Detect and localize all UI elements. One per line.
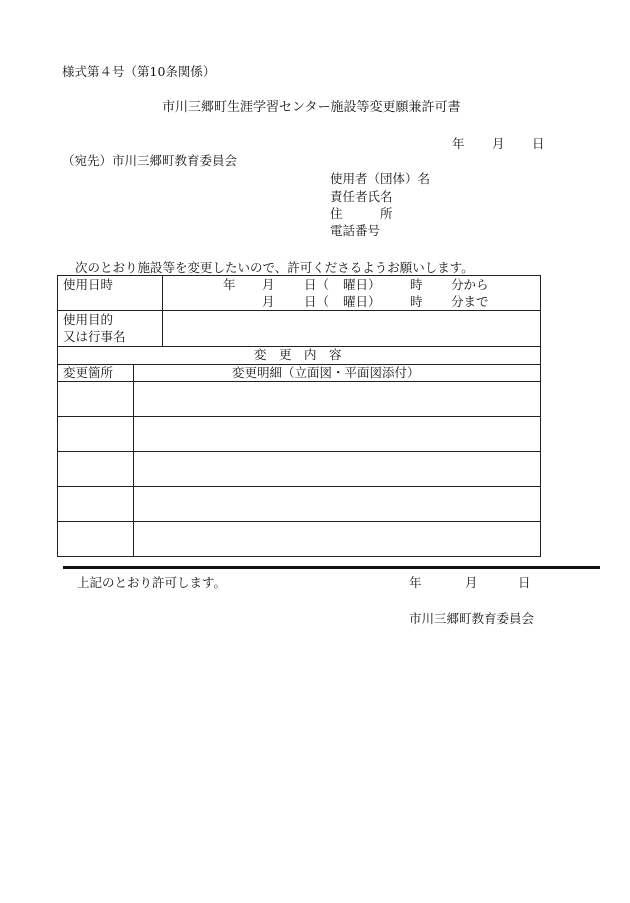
change-place-header: 変更箇所 [63, 365, 114, 380]
responsible-person-label: 責任者氏名 [330, 189, 393, 204]
approval-year-label: 年 [409, 575, 422, 590]
row1-weekday: 曜日） [343, 277, 381, 292]
approval-text: 上記のとおり許可します。 [77, 575, 227, 590]
change-detail-header: 変更明細（立面図・平面図添付） [232, 365, 420, 380]
table-line [58, 451, 540, 452]
table-line [133, 364, 134, 556]
use-datetime-label: 使用日時 [63, 277, 114, 292]
table-line [162, 276, 163, 346]
document-title: 市川三郷町生涯学習センター施設等変更願兼許可書 [162, 100, 461, 115]
intro-text: 次のとおり施設等を変更したいので、許可くださるようお願いします。 [75, 260, 474, 275]
row2-minute-until: 分まで [451, 294, 489, 309]
row1-hour: 時 [410, 277, 423, 292]
table-line [58, 521, 540, 522]
purpose-label-line2: 又は行事名 [63, 329, 126, 344]
phone-label: 電話番号 [330, 223, 381, 238]
row1-minute-from: 分から [451, 277, 489, 292]
change-content-header: 変 更 内 容 [254, 347, 342, 362]
table-line [58, 486, 540, 487]
header-month-label: 月 [492, 136, 505, 151]
row2-day: 日（ [304, 294, 330, 309]
table-line [58, 310, 540, 311]
row1-month: 月 [262, 277, 275, 292]
addressee: （宛先）市川三郷町教育委員会 [62, 153, 238, 168]
address-label: 住 所 [330, 206, 393, 221]
approval-day-label: 日 [518, 575, 531, 590]
row2-month: 月 [262, 294, 275, 309]
application-table [57, 275, 541, 557]
applicant-name-label: 使用者（団体）名 [330, 171, 431, 186]
header-year-label: 年 [452, 136, 465, 151]
approval-month-label: 月 [465, 575, 478, 590]
row2-hour: 時 [410, 294, 423, 309]
purpose-label-line1: 使用目的 [63, 312, 114, 327]
header-day-label: 日 [532, 136, 545, 151]
table-line [58, 381, 540, 382]
issuer-name: 市川三郷町教育委員会 [409, 611, 535, 626]
row2-weekday: 曜日） [343, 294, 381, 309]
form-number: 様式第４号（第10条関係） [62, 64, 216, 79]
table-line [58, 416, 540, 417]
approval-divider [63, 566, 600, 569]
row1-year: 年 [223, 277, 236, 292]
row1-day: 日（ [304, 277, 330, 292]
